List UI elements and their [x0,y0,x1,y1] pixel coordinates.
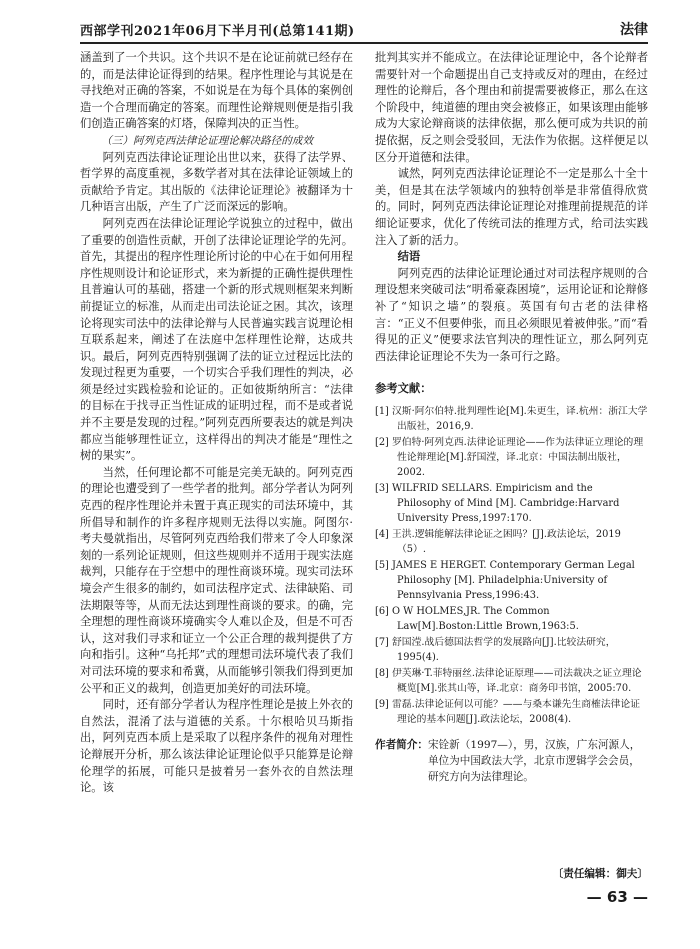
paragraph: 阿列克西法律论证理论出世以来，获得了法学界、哲学界的高度重视，多数学者对其在法律论证领域上的贡献给予肯定。其出版的《法律论证理论》被翻译为十几种语言出版，产生了广泛而深远的影响。 [80,150,353,214]
journal-title: 西部学刊2021年06月下半月刊(总第141期) [80,24,355,39]
paragraph: 阿列克西的法律论证理论通过对司法程序规则的合理设想来突破司法“明希豪森困境”，运用论证和论辩修补了“知识之墙”的裂痕。英国有句古老的法律格言：“正义不但要伸张，而且必须眼见着被伸张。”而“看得见的正义”便要求法官判决的理性证立，那么阿列克西法律论证理论不失为一条可行之路。 [375,266,648,363]
editor-credit: 〔责任编辑：御夫〕 [552,868,648,880]
author-bio: 宋铨新（1997—），男，汉族，广东河源人，单位为中国政法大学，北京市逻辑学会会员，研究方向为法律理论。 [427,738,641,783]
left-column [80,50,353,797]
section-label: 法律 [620,22,648,38]
reference-item: [8] 伊芙琳·T.菲特丽丝.法律论证原理——司法裁决之证立理论概览[M].张其山等，译.北京：商务印书馆，2005:70. [375,667,642,694]
reference-item: [7] 舒国滢.战后德国法哲学的发展路向[J].比较法研究，1995(4). [375,636,616,663]
author-note [375,737,648,785]
paragraph: 批判其实并不能成立。在法律论证理论中，各个论辩者需要针对一个命题提出自己支持或反对的理由，在经过理性的论辩后，各个理由和前提需要被修正，那么在这个阶段中，纯道德的理由突会被修正，如果该理由能够成为大家论辩商谈的法律依据，那么便可成为共识的前提依据，反之则会受驳回，无法作为依据。这样便足以区分开道德和法律。 [375,51,648,164]
reference-list [375,404,648,727]
reference-item: [2] 罗伯特·阿列克西.法律论证理论——作为法律证立理论的理性论辩理论[M].舒国滢，译.北京：中国法制出版社，2002. [375,436,644,478]
paragraph: 阿列克西在法律论证理论学说独立的过程中，做出了重要的创造性贡献，开创了法律论证理论学的先河。首先，其提出的程序性理论所讨论的中心在于如何用程序性规则设计和论证形式，来为新提的正确性提供理性且普遍认可的基础，搭建一个新的形式规则框架来判断前提证立的标准，从而走出司法论证之困。其次，该理论将现实司法中的法律论辩与人民普遍实践言说理论相互联系起来，阐述了在法庭中怎样理性论辩，达成共识。最后，阿列克西特别强调了法的证立过程远比法的发现过程更为重要，一个切实合乎我们理性的判决，必须是经过实践检验和论证的。正如彼斯纳所言：“法律的目标在于找寻正当性证成的证明过程，而不是或者说并不主要是发现的过程。”阿列克西所要表达的就是判决都应当能够理性证立，这样得出的判决才能是“理性之树的果实”。 [80,216,353,463]
paragraph: 涵盖到了一个共识。这个共识不是在论证前就已经存在的，而是法律论证得到的结果。程序性理论与其说是在寻找绝对正确的答案，不如说是在为每个具体的案例创造一个合理而确定的答案。而理性论辩规则便是指引我们创造正确答案的灯塔，保障判决的正当性。 [80,51,353,131]
paragraph: 当然，任何理论都不可能是完美无缺的。阿列克西的理论也遭受到了一些学者的批判。部分学者认为阿列克西的程序性理论并未置于真正现实的司法环境中，其所倡导和制作的许多程序规则无法得以实施。阿图尔·考夫曼就指出，尽管阿列克西给我们带来了令人印象深刻的一系列论证规则，但这些规则并不适用于现实法庭裁判，只能存在于空想中的理性商谈环境。现实司法环境会产生很多的制约，如司法程序定式、法律缺陷、司法期限等等，从而无法达到理性商谈的要求。的确，完全理想的理性商谈环境确实令人难以企及，但是不可否认，这对我们寻求和证立一个公正合理的裁判提供了方向和指引。这种“乌托邦”式的理想司法环境代表了我们对司法环境的要求和希冀，从而能够引领我们得到更加公平和正义的裁判，创造更加美好的司法环境。 [80,465,353,695]
paragraph: 诚然，阿列克西法律论证理论不一定是那么十全十美，但是其在法学领域内的独特创举是非常值得欣赏的。同时，阿列克西法律论证理论对推理前提规范的详细论证要求，优化了传统司法的推理方式，给司法实践注入了新的活力。 [375,167,648,247]
section-heading: 结语 [397,250,421,264]
reference-item: [3] WILFRID SELLARS. Empiricism and the Philosophy of Mind [M]. Cambridge:Harvard University Press,1997:170. [375,482,620,524]
reference-item: [1] 汉斯·阿尔伯特.批判理性论[M].朱更生，译.杭州：浙江大学出版社，2016,9. [375,405,648,432]
reference-item: [5] JAMES E HERGET. Contemporary German Legal Philosophy [M]. Philadelphia:University of Pennsylvania Press,1996:43. [375,559,635,601]
reference-item: [9] 雷磊.法律论证何以可能？——与桑本谦先生商榷法律论证理论的基本问题[J].政法论坛，2008(4). [375,698,641,725]
author-label: 作者简介： [375,738,428,751]
reference-item: [4] 王洪.逻辑能解法律论证之困吗？[J].政法论坛，2019（5）. [375,528,621,555]
page-number: — 63 — [586,888,648,906]
references-title: 参考文献： [375,382,432,396]
running-header [80,18,648,44]
reference-item: [6] O W HOLMES,JR. The Common Law[M].Boston:Little Brown,1963:5. [375,605,579,632]
paragraph: 同时，还有部分学者认为程序性理论是披上外衣的自然法，混淆了法与道德的关系。十尔根哈贝马斯指出，阿列克西本质上是采取了以程序条件的视角对理性论辩展开分析，那么该法律论证理论似乎只能算是论辩伦理学的拓展，可能只是披着另一套外衣的自然法理论。该 [80,698,353,795]
subsection-heading: （三）阿列克西法律论证理论解决路径的成效 [101,134,314,147]
right-column [375,50,648,785]
